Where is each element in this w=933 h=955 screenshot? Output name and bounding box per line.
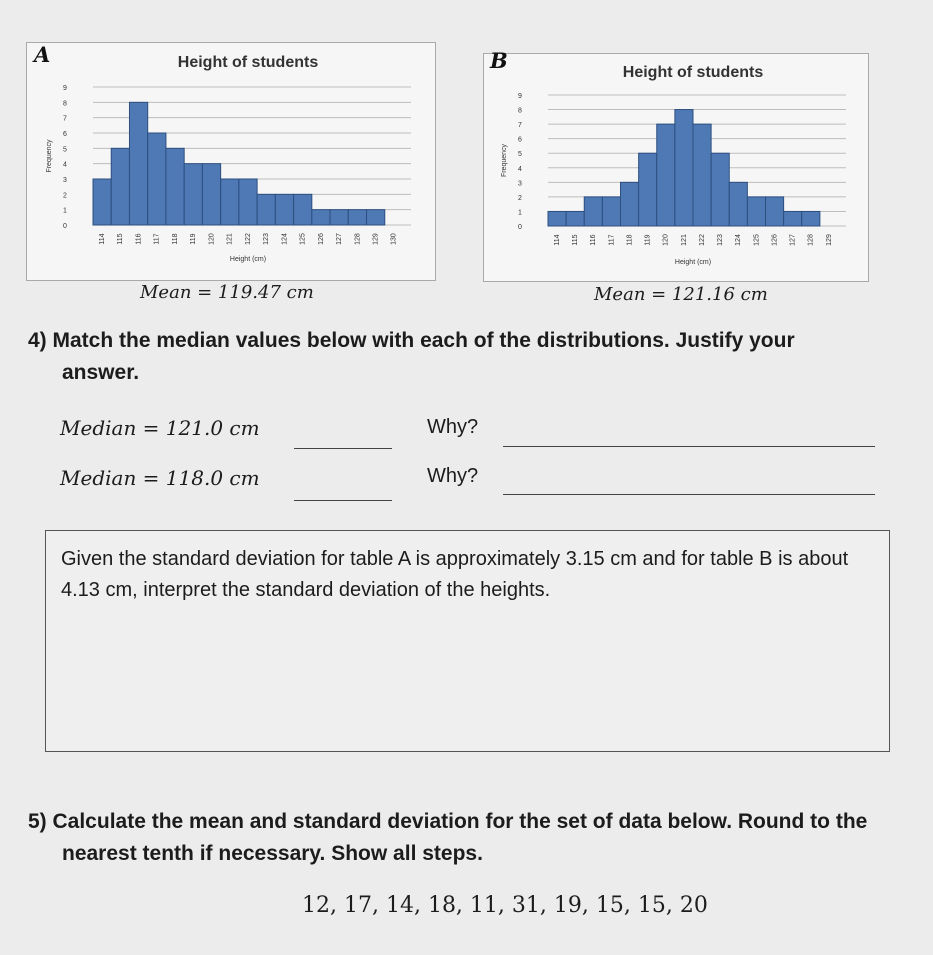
chart-a-bar (93, 179, 111, 225)
median-2: Median = 118.0 cm (60, 466, 260, 490)
chart-b-y-tick-label: 4 (518, 165, 522, 173)
chart-a-bar (111, 148, 129, 225)
chart-b-bar (621, 182, 639, 226)
chart-panel-b (483, 48, 869, 282)
chart-b-x-tick-label: 116 (590, 234, 598, 246)
chart-b-x-tick-label: 122 (698, 234, 706, 246)
chart-a-x-tick-label: 129 (372, 233, 380, 245)
chart-a-x-tick-label: 115 (117, 233, 125, 245)
chart-a-y-label: Frequency (46, 139, 53, 173)
chart-b-title: Height of students (622, 64, 764, 81)
chart-b-x-tick-label: 117 (608, 234, 616, 246)
chart-b-x-tick-label: 119 (644, 234, 652, 246)
chart-a-bar (129, 102, 147, 225)
chart-b-x-tick-label: 115 (572, 234, 580, 246)
median-1: Median = 121.0 cm (60, 416, 260, 440)
chart-b-x-tick-label: 120 (662, 234, 670, 246)
chart-b-x-tick-label: 124 (735, 234, 743, 246)
chart-b-x-tick-label: 125 (753, 234, 761, 246)
question-5-text: 5) Calculate the mean and standard deviation for the set of data below. Round to the nearest tenth if necessary. Show all steps. (28, 810, 868, 865)
chart-b-y-label: Frequency (501, 143, 508, 178)
chart-b-bar (729, 182, 747, 226)
chart-b-bar (566, 211, 584, 226)
chart-a-y-tick-label: 9 (63, 85, 67, 92)
chart-b (484, 54, 868, 281)
median-2-answer-blank[interactable] (294, 500, 392, 501)
median-1-why-blank[interactable] (503, 446, 875, 447)
chart-a-x-tick-label: 125 (299, 233, 307, 245)
chart-b-x-tick-label: 123 (717, 234, 725, 246)
chart-a-x-tick-label: 130 (390, 233, 398, 245)
chart-a-x-tick-label: 127 (336, 233, 344, 245)
chart-b-y-tick-label: 9 (518, 93, 522, 100)
chart-b-bar (584, 197, 602, 226)
chart-b-bar (802, 211, 820, 226)
chart-b-y-tick-label: 6 (518, 136, 522, 144)
chart-b-bar (675, 110, 693, 226)
why-label-1: Why? (427, 416, 479, 438)
chart-a-y-tick-label: 3 (63, 177, 67, 184)
chart-a-letter: A (34, 42, 51, 67)
chart-a-x-tick-label: 123 (263, 233, 271, 245)
dataset: 12, 17, 14, 18, 11, 31, 19, 15, 15, 20 (302, 893, 708, 918)
chart-a-bar (348, 210, 366, 225)
sd-answer-box[interactable] (45, 530, 890, 752)
chart-a-bar (294, 194, 312, 225)
chart-panel-a (26, 42, 436, 281)
sd-prompt: Given the standard deviation for table A is approximately 3.15 cm and for table B is about 4.13 cm, interpret the standard deviation of the heights. (61, 548, 849, 601)
chart-b-x-tick-label: 121 (680, 234, 688, 246)
chart-a-bar (257, 194, 275, 225)
chart-a-y-tick-label: 7 (63, 115, 67, 123)
chart-a-bar (166, 148, 184, 225)
chart-a-x-tick-label: 120 (208, 233, 216, 245)
chart-b-y-tick-label: 0 (518, 224, 522, 231)
chart-a-y-tick-label: 5 (63, 146, 67, 154)
mean-a: Mean = 119.47 cm (140, 282, 314, 303)
chart-b-bar (766, 197, 784, 226)
chart-b-x-tick-label: 127 (789, 234, 797, 246)
chart-a-y-tick-label: 8 (63, 100, 67, 108)
median-2-why-blank[interactable] (503, 494, 875, 495)
chart-a-x-tick-label: 122 (244, 233, 252, 245)
chart-a-y-tick-label: 4 (63, 161, 67, 169)
why-label-2: Why? (427, 465, 479, 487)
chart-a-bar (184, 164, 202, 225)
chart-a-bar (221, 179, 239, 225)
chart-a-y-tick-label: 0 (63, 223, 67, 230)
chart-a-x-tick-label: 121 (226, 233, 234, 245)
chart-b-bar (657, 124, 675, 226)
chart-b-letter: B (490, 48, 508, 73)
chart-b-bar (784, 211, 802, 226)
chart-b-x-tick-label: 128 (807, 234, 815, 246)
chart-b-y-tick-label: 8 (518, 107, 522, 115)
chart-b-bar (711, 153, 729, 226)
chart-a-x-tick-label: 118 (171, 233, 179, 245)
chart-a-x-tick-label: 117 (153, 233, 161, 245)
mean-b: Mean = 121.16 cm (594, 284, 768, 305)
chart-a-bar (367, 210, 385, 225)
chart-b-x-tick-label: 114 (553, 234, 561, 246)
chart-b-y-tick-label: 7 (518, 122, 522, 130)
chart-a-x-tick-label: 124 (281, 233, 289, 245)
chart-a-y-tick-label: 2 (63, 192, 67, 200)
chart-a-x-tick-label: 116 (135, 233, 143, 245)
chart-b-x-tick-label: 118 (626, 234, 634, 246)
chart-b-x-tick-label: 129 (825, 234, 833, 246)
question-4-text: 4) Match the median values below with each of the distributions. Justify your answer. (28, 329, 795, 384)
chart-a-bar (330, 210, 348, 225)
chart-a-bar (312, 210, 330, 225)
chart-b-y-tick-label: 1 (518, 209, 522, 217)
chart-b-x-label: Height (cm) (674, 259, 712, 266)
chart-b-bar (693, 124, 711, 226)
chart-b-bar (639, 153, 657, 226)
chart-a-bar (239, 179, 257, 225)
chart-b-y-tick-label: 3 (518, 180, 522, 188)
chart-b-x-tick-label: 126 (771, 234, 779, 246)
chart-a-bar (202, 164, 220, 225)
chart-b-bar (602, 197, 620, 226)
chart-b-bar (747, 197, 765, 226)
chart-a-x-tick-label: 128 (354, 233, 362, 245)
chart-a-x-tick-label: 114 (98, 233, 106, 245)
chart-a-x-tick-label: 126 (317, 233, 325, 245)
chart-a-x-tick-label: 119 (190, 233, 198, 245)
median-1-answer-blank[interactable] (294, 448, 392, 449)
chart-a-title: Height of students (177, 54, 319, 71)
chart-a-y-tick-label: 1 (63, 207, 67, 215)
chart-a-bar (275, 194, 293, 225)
chart-b-y-tick-label: 5 (518, 151, 522, 159)
chart-a-x-label: Height (cm) (229, 256, 267, 263)
chart-b-bar (548, 211, 566, 226)
chart-a-bar (148, 133, 166, 225)
chart-a-y-tick-label: 6 (63, 131, 67, 138)
chart-b-y-tick-label: 2 (518, 194, 522, 202)
chart-a (27, 43, 435, 280)
